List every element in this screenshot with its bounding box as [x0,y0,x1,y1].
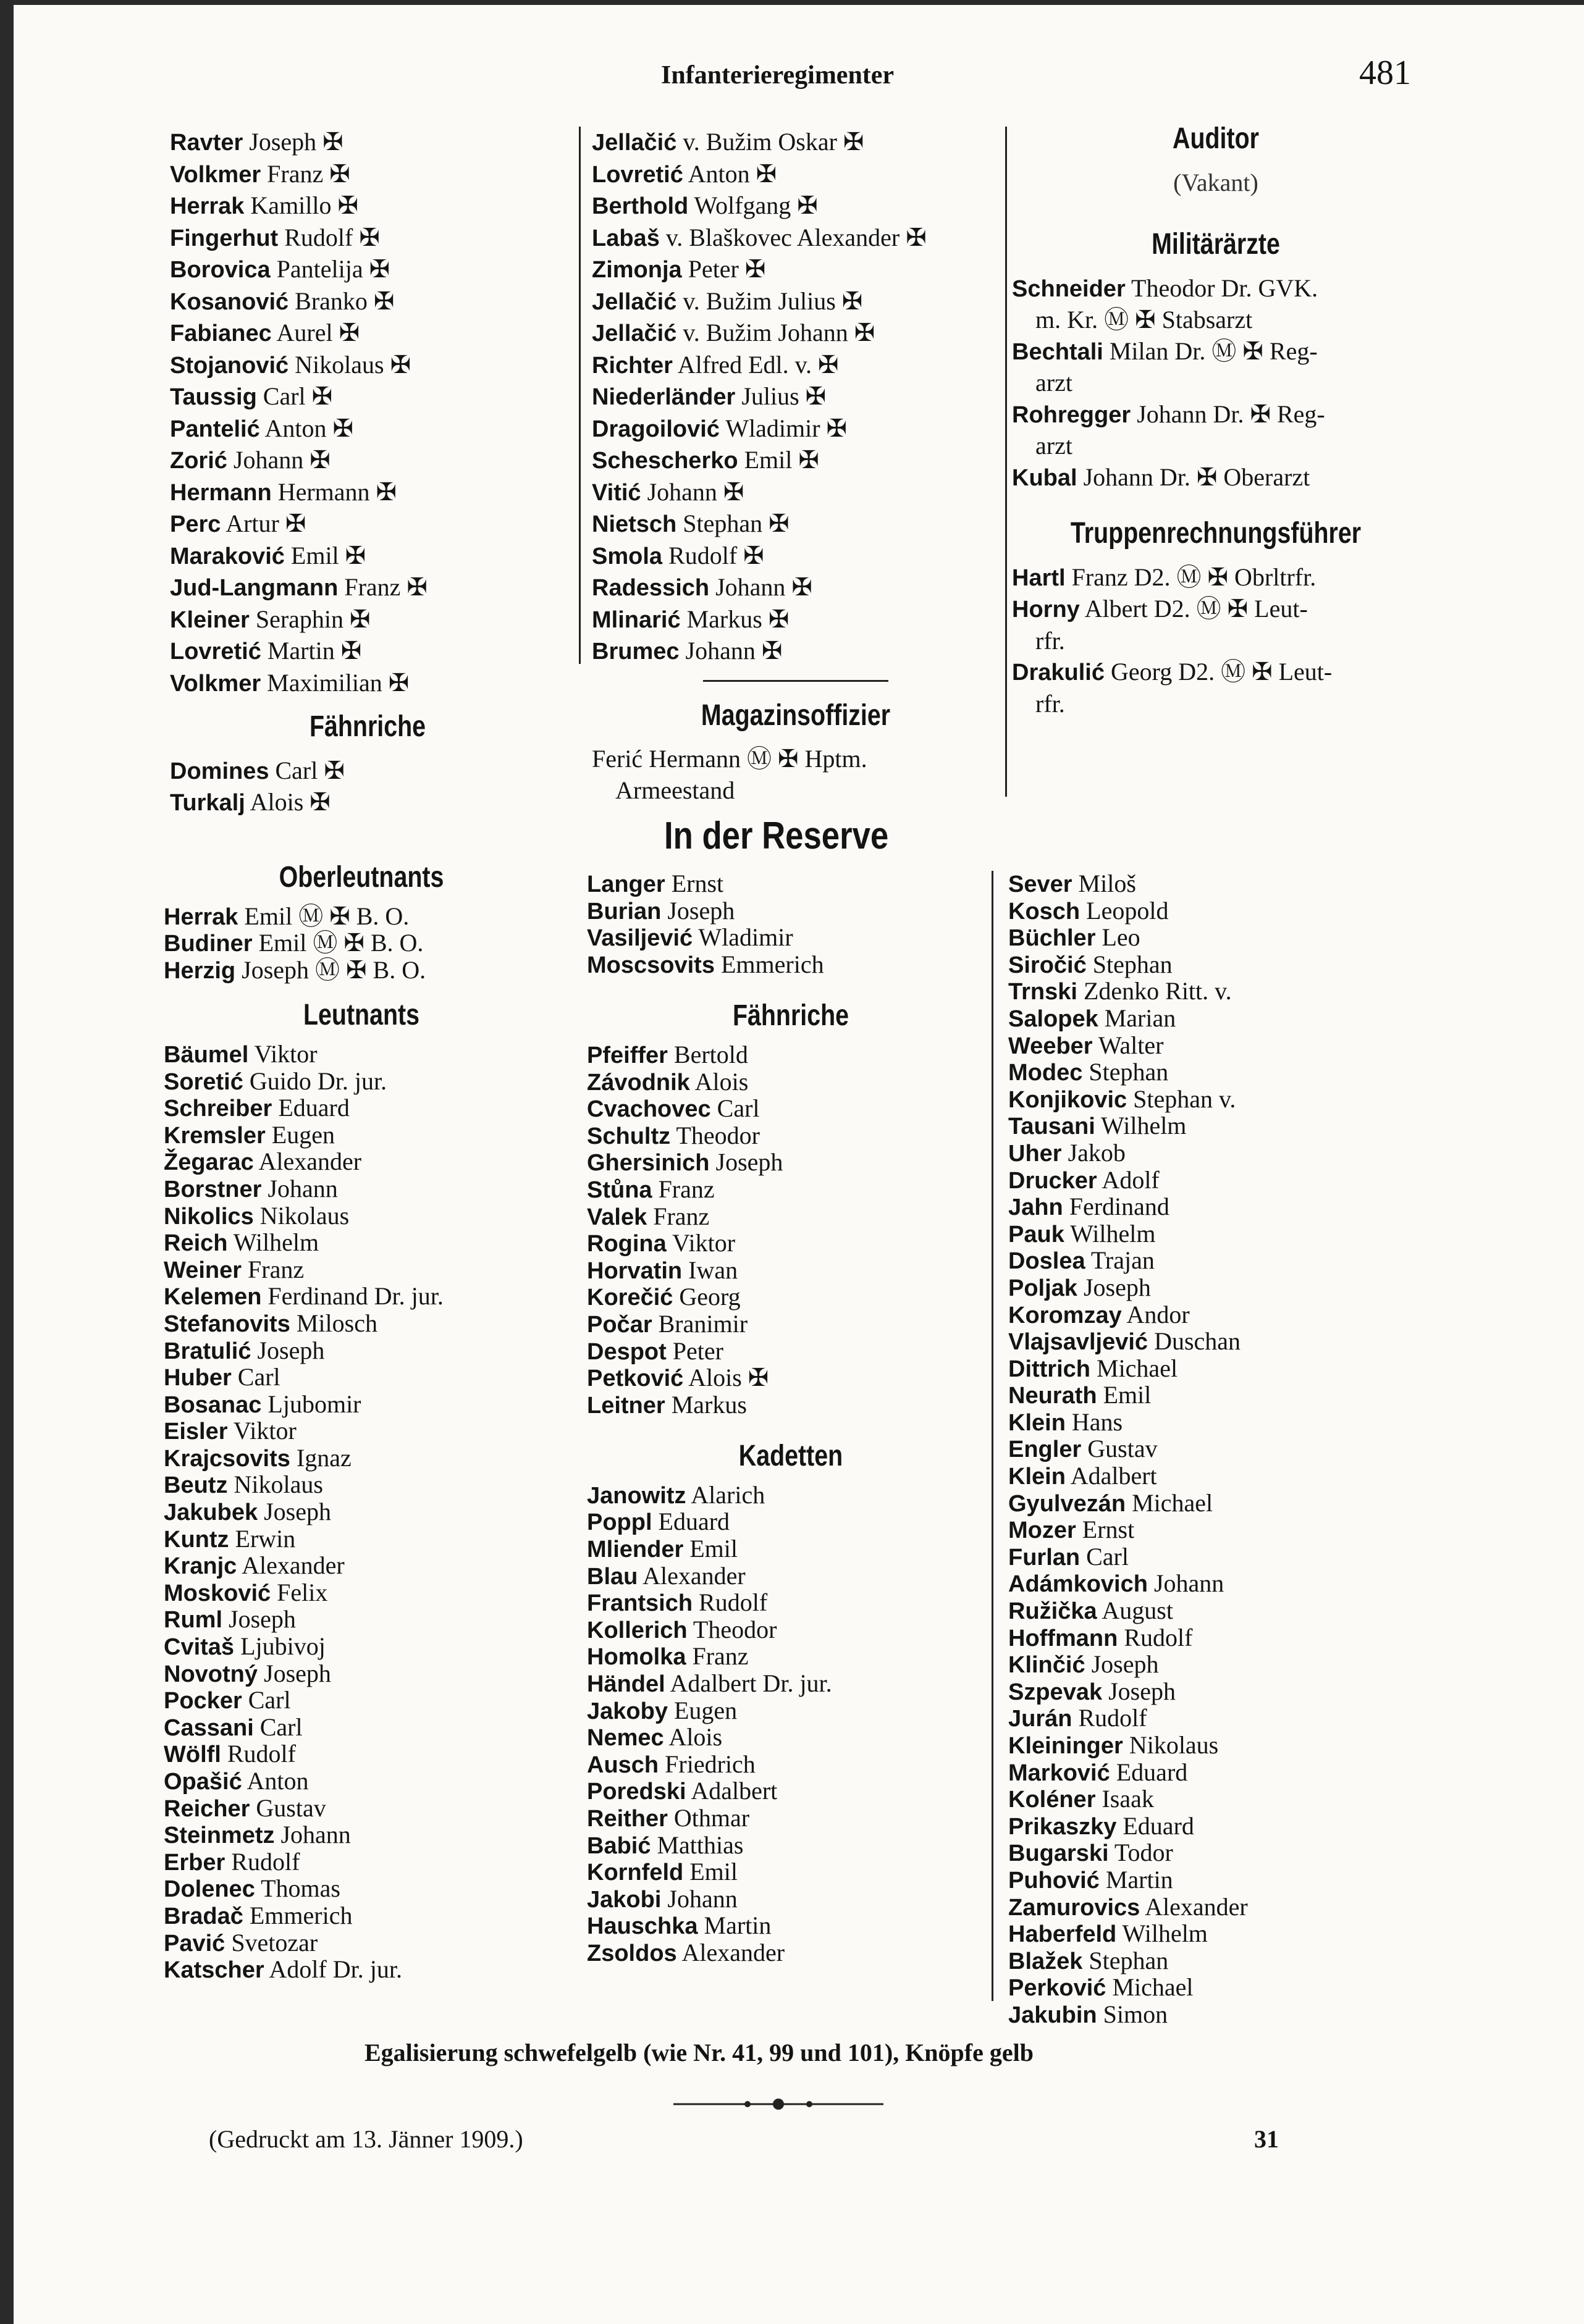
list-item: Trnski Zdenko Ritt. v. [1008,977,1232,1005]
list-item: Klein Hans [1008,1407,1123,1436]
faehnriche-list-col1 [170,755,565,819]
auditor-heading: Auditor [1173,122,1259,155]
list-item: Herrak Emil Ⓜ ✠ B. O. [164,902,410,930]
list-item: Puhović Martin [1008,1865,1173,1894]
list-item: Poljak Joseph [1008,1273,1151,1301]
column-3-active [1012,117,1420,719]
list-item: Jakubek Joseph [164,1498,331,1526]
list-item: Valek Franz [587,1202,710,1230]
column-divider [579,127,581,664]
list-item: Kelemen Ferdinand Dr. jur. [164,1282,444,1311]
list-item: Zimonja Peter ✠ [592,255,766,283]
list-item: Radessich Johann ✠ [592,573,812,601]
list-item: Neurath Emil [1008,1381,1152,1409]
reserve-column-2 [587,871,995,1967]
list-item: Perković Michael [1008,1973,1194,2002]
list-item: Kosch Leopold [1008,896,1169,925]
magazin-entry: Ferić Hermann Ⓜ ✠ Hptm. [592,745,867,773]
list-item: Horny Albert D2. Ⓜ ✠ Leut- [1012,595,1308,623]
list-item: Büchler Leo [1008,923,1140,952]
list-item: Petković Alois ✠ [587,1364,769,1392]
list-item: Cvachovec Carl [587,1094,760,1123]
list-item: Szpevak Joseph [1008,1677,1176,1705]
list-item: Sever Miloš [1008,870,1136,897]
list-item: Ghersinich Joseph [587,1148,783,1177]
truppen-list [1012,562,1420,720]
magazin-heading: Magazinsoffizier [701,698,891,732]
list-item: arzt [1035,369,1072,396]
list-item: Kremsler Eugen [164,1120,335,1149]
list-item: Labaš v. Blaškovec Alexander ✠ [592,223,927,251]
list-item: Despot Peter [587,1336,723,1365]
list-item: Smola Rudolf ✠ [592,541,764,569]
list-item: Eisler Viktor [164,1417,297,1445]
list-item: Blažek Stephan [1008,1946,1169,1974]
list-item: Mozer Ernst [1008,1516,1135,1544]
print-date: (Gedruckt am 13. Jänner 1909.) [209,2125,523,2153]
list-item: Kleininger Nikolaus [1008,1731,1219,1759]
list-item: Jud-Langmann Franz ✠ [170,573,428,601]
list-item: Drucker Adolf [1008,1165,1160,1194]
list-item: Korečić Georg [587,1283,741,1311]
column-2-active [592,127,1000,806]
list-item: rfr. [1035,689,1065,718]
leutnants-heading: Leutnants [303,999,420,1032]
list-item: Novotný Joseph [164,1659,331,1687]
officer-list-col1 [170,127,565,699]
list-item: Drakulić Georg D2. Ⓜ ✠ Leut- [1012,658,1333,686]
list-item: Borovica Pantelija ✠ [170,255,390,283]
list-item: Konjikovic Stephan v. [1008,1084,1236,1113]
list-item: Doslea Trajan [1008,1246,1155,1275]
truppen-heading: Truppenrechnungsführer [1070,517,1362,550]
list-item: Beutz Nikolaus [164,1470,323,1499]
list-item: Lovretić Anton ✠ [592,159,777,188]
list-item: Pfeiffer Bertold [587,1040,748,1068]
list-item: Mlinarić Markus ✠ [592,605,790,633]
list-item: Fingerhut Rudolf ✠ [170,223,380,251]
list-item: Počar Branimir [587,1309,748,1338]
list-item: Ružička August [1008,1596,1173,1625]
list-item: Nemec Alois [587,1723,723,1751]
column-divider [1005,127,1007,797]
column-divider [992,871,993,2001]
list-item: Herzig Joseph Ⓜ ✠ B. O. [164,955,426,984]
list-item: Bugarski Todor [1008,1839,1173,1867]
list-item: Vitić Johann ✠ [592,477,744,506]
list-item: Blau Alexander [587,1561,746,1590]
list-item: Hartl Franz D2. Ⓜ ✠ Obrltrfr. [1012,563,1316,591]
list-item: Pantelić Anton ✠ [170,414,354,442]
list-item: Budiner Emil Ⓜ ✠ B. O. [164,929,424,957]
list-item: Vlajsavljević Duschan [1008,1327,1241,1356]
list-item: Opašić Anton [164,1767,309,1795]
list-item: Reicher Gustav [164,1793,326,1822]
list-item: Gyulvezán Michael [1008,1488,1213,1517]
list-item: Maraković Emil ✠ [170,541,366,569]
list-item: Haberfeld Wilhelm [1008,1919,1208,1948]
list-item: Soretić Guido Dr. jur. [164,1067,387,1095]
list-item: Engler Gustav [1008,1435,1158,1463]
list-item: Schultz Theodor [587,1121,760,1149]
reserve-list-col2 [587,871,995,978]
auditor-vacant: (Vakant) [1173,168,1258,196]
list-item: Bratulić Joseph [164,1336,325,1364]
list-item: rfr. [1035,626,1065,655]
list-item: Bosanac Ljubomir [164,1390,361,1418]
list-item: Weeber Walter [1008,1031,1164,1059]
list-item: Vasiljević Wladimir [587,923,793,952]
list-item: Poredski Adalbert [587,1777,778,1805]
list-item: Závodnik Alois [587,1067,749,1096]
list-item: Prikaszky Eduard [1008,1811,1194,1840]
list-item: Bradač Emmerich [164,1901,353,1929]
list-item: Weiner Franz [164,1255,305,1283]
list-item: Stojanović Nikolaus ✠ [170,350,411,379]
list-item: Kollerich Theodor [587,1615,777,1643]
list-item: Rogina Viktor [587,1229,736,1257]
list-item: Krajcsovits Ignaz [164,1443,352,1472]
list-item: Jellačić v. Bužim Oskar ✠ [592,128,864,156]
list-item: Pauk Wilhelm [1008,1219,1156,1248]
list-item: m. Kr. Ⓜ ✠ Stabsarzt [1035,306,1253,333]
list-item: Volkmer Maximilian ✠ [170,668,410,697]
list-item: Zamurovics Alexander [1008,1892,1248,1921]
list-item: Moscsovits Emmerich [587,950,824,978]
list-item: Volkmer Franz ✠ [170,159,350,188]
leutnants-list [164,1041,559,1984]
list-item: Stůna Franz [587,1175,715,1203]
kadetten-list [587,1482,995,1967]
list-item: Reither Othmar [587,1804,750,1832]
list-item: Richter Alfred Edl. v. ✠ [592,350,839,379]
list-item: Kubal Johann Dr. ✠ Oberarzt [1012,463,1310,491]
faehnriche-heading-col1: Fähnriche [309,710,426,743]
list-item: Furlan Carl [1008,1542,1129,1571]
page-number: 481 [1359,54,1411,92]
list-item: Cassani Carl [164,1713,303,1741]
list-item: Niederländer Julius ✠ [592,382,827,410]
list-item: Kleiner Seraphin ✠ [170,605,371,633]
militaeraerzte-heading: Militärärzte [1152,228,1280,261]
list-item: Wölfl Rudolf [164,1740,296,1768]
list-item: Kosanović Branko ✠ [170,287,395,315]
list-item: Dolenec Thomas [164,1874,340,1903]
list-item: Tausani Wilhelm [1008,1112,1187,1140]
list-item: Kranjc Alexander [164,1551,345,1580]
list-item: Kuntz Erwin [164,1524,296,1553]
list-item: Horvatin Iwan [587,1256,738,1284]
list-item: Koromzay Andor [1008,1300,1190,1328]
list-item: Marković Eduard [1008,1758,1188,1786]
list-item: Taussig Carl ✠ [170,382,333,410]
list-item: Jakoby Eugen [587,1696,738,1724]
reserve-column-1 [164,861,559,1984]
list-item: Schescherko Emil ✠ [592,446,819,474]
list-item: Hermann Hermann ✠ [170,477,397,506]
list-item: Perc Artur ✠ [170,510,306,537]
scan-edge-left [0,0,14,2324]
list-item: Leitner Markus [587,1390,747,1419]
list-item: Pavić Svetozar [164,1928,318,1957]
list-item: Ravter Joseph ✠ [170,128,343,156]
list-item: Huber Carl [164,1363,280,1391]
militaeraerzte-list [1012,273,1420,494]
list-item: Cvitaš Ljubivoj [164,1632,326,1661]
reserve-column-3 [1008,871,1416,2029]
list-item: Jakubin Simon [1008,2000,1168,2028]
list-item: Uher Jakob [1008,1138,1126,1167]
list-item: Berthold Wolfgang ✠ [592,191,818,219]
faehnriche-list-col2 [587,1042,995,1419]
list-item: Bechtali Milan Dr. Ⓜ ✠ Reg- [1012,337,1318,365]
list-item: Salopek Marian [1008,1004,1176,1032]
list-item: Fabianec Aurel ✠ [170,319,360,346]
oberleutnants-list [164,904,559,984]
divider-ornament [673,2095,883,2113]
list-item: Herrak Kamillo ✠ [170,191,359,219]
list-item: Katscher Adolf Dr. jur. [164,1955,402,1984]
list-item: Žegarac Alexander [164,1147,362,1176]
list-item: Hauschka Martin [587,1911,772,1940]
list-item: Klein Adalbert [1008,1462,1157,1490]
list-item: Zsoldos Alexander [587,1938,785,1966]
list-item: Rohregger Johann Dr. ✠ Reg- [1012,400,1325,428]
magazin-sub: Armeestand [615,776,735,804]
list-item: Frantsich Rudolf [587,1588,768,1617]
list-item: Burian Joseph [587,896,735,925]
list-item: Jahn Ferdinand [1008,1193,1169,1221]
list-item: Jellačić v. Bužim Julius ✠ [592,287,863,315]
list-item: Brumec Johann ✠ [592,637,783,665]
list-item: Borstner Johann [164,1174,338,1202]
section-rule [703,680,888,682]
list-item: Händel Adalbert Dr. jur. [587,1669,832,1698]
list-item: Nietsch Stephan ✠ [592,510,790,537]
list-item: Lovretić Martin ✠ [170,637,362,665]
list-item: Adámkovich Johann [1008,1569,1224,1598]
list-item: Ausch Friedrich [587,1750,756,1778]
list-item: Siročić Stephan [1008,950,1173,978]
list-item: Bäumel Viktor [164,1039,318,1068]
list-item: arzt [1035,432,1072,459]
scan-edge-top [0,0,1584,5]
signature-mark: 31 [1254,2125,1279,2153]
list-item: Jakobi Johann [587,1884,738,1913]
list-item: Homolka Franz [587,1642,749,1671]
list-item: Klinčić Joseph [1008,1650,1159,1679]
list-item: Poppl Eduard [587,1508,730,1536]
reserve-heading: In der Reserve [664,815,889,857]
list-item: Schneider Theodor Dr. GVK. [1012,274,1318,302]
list-item: Jellačić v. Bužim Johann ✠ [592,319,875,346]
officer-list-col2 [592,127,1000,668]
faehnriche-heading-col2: Fähnriche [732,999,849,1033]
list-item: Mosković Felix [164,1578,328,1606]
page-header-title: Infanterieregimenter [661,61,895,90]
reserve-list-col3 [1008,871,1416,2029]
oberleutnants-heading: Oberleutnants [279,861,444,894]
list-item: Dittrich Michael [1008,1354,1178,1382]
list-item: Mliender Emil [587,1535,738,1563]
list-item: Nikolics Nikolaus [164,1201,350,1230]
list-item: Hoffmann Rudolf [1008,1623,1193,1651]
list-item: Stefanovits Milosch [164,1309,377,1337]
list-item: Zorić Johann ✠ [170,446,331,474]
list-item: Koléner Isaak [1008,1785,1154,1813]
list-item: Reich Wilhelm [164,1228,319,1257]
list-item: Turkalj Alois ✠ [170,788,331,816]
list-item: Babić Matthias [587,1831,744,1859]
kadetten-heading: Kadetten [738,1440,843,1473]
list-item: Modec Stephan [1008,1058,1169,1086]
list-item: Kornfeld Emil [587,1858,738,1886]
list-item: Jurán Rudolf [1008,1704,1147,1732]
list-item: Schreiber Eduard [164,1094,350,1122]
list-item: Erber Rudolf [164,1847,300,1876]
column-1-active [170,127,565,819]
list-item: Steinmetz Johann [164,1821,351,1849]
list-item: Domines Carl ✠ [170,756,345,784]
egalisierung-note: Egalisierung schwefelgelb (wie Nr. 41, 99 und 101), Knöpfe gelb [364,2039,1034,2066]
list-item: Dragoilović Wladimir ✠ [592,414,848,442]
list-item: Pocker Carl [164,1686,291,1714]
list-item: Janowitz Alarich [587,1480,765,1509]
list-item: Ruml Joseph [164,1605,296,1634]
list-item: Langer Ernst [587,870,724,897]
